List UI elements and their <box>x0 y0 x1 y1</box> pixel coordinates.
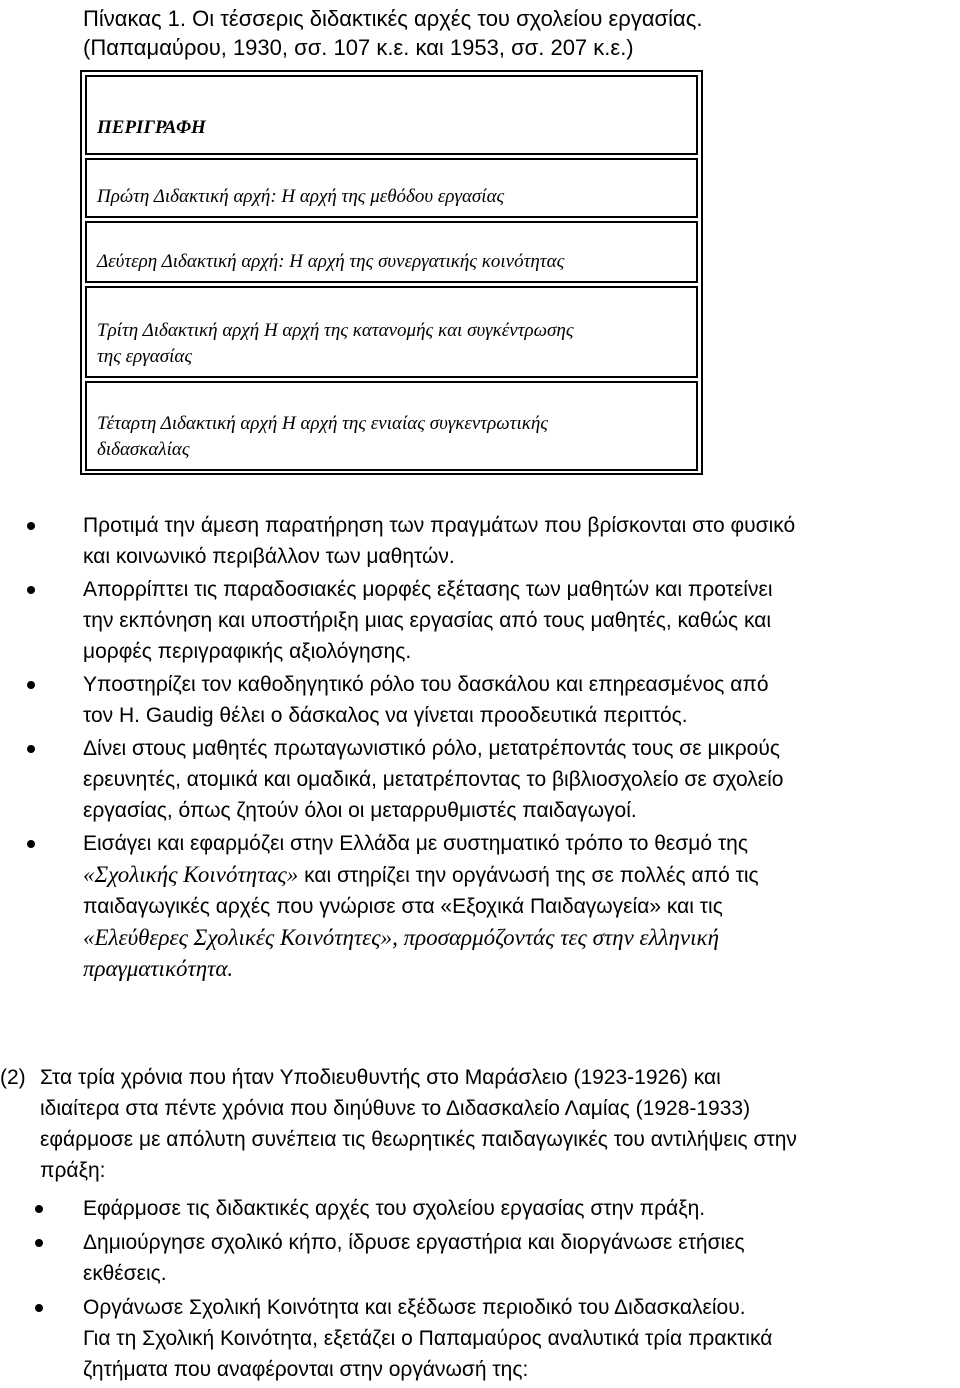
bullet-icon <box>35 1205 43 1213</box>
bullet-icon <box>27 745 35 753</box>
table-cell: Τρίτη Διδακτική αρχή Η αρχή της κατανομής και συγκέντρωσης <box>97 320 574 341</box>
list-item: Δημιούργησε σχολικό κήπο, ίδρυσε εργαστήρια και διοργάνωσε ετήσιες εκθέσεις. <box>83 1227 953 1289</box>
table-caption <box>83 4 953 62</box>
bullet-icon <box>27 840 35 848</box>
caption-line-2: (Παπαμαύρου, 1930, σσ. 107 κ.ε. και 1953, σσ. 207 κ.ε.) <box>83 35 634 60</box>
bullet-icon <box>27 681 35 689</box>
list-item: Απορρίπτει τις παραδοσιακές μορφές εξέτασης των μαθητών και προτείνει την εκπόνηση και υποστήριξη μιας εργασίας από τους μαθητές, καθώς και μορφές περιγραφικής αξιολόγησης. <box>83 574 953 667</box>
table-row <box>85 158 698 218</box>
table-cell: Πρώτη Διδακτική αρχή: Η αρχή της μεθόδου εργασίας <box>97 186 505 207</box>
practice-bullet-list <box>83 1193 953 1388</box>
caption-line-1: Πίνακας 1. Οι τέσσερις διδακτικές αρχές του σχολείου εργασίας. <box>83 6 703 31</box>
table-cell: Τέταρτη Διδακτική αρχή Η αρχή της ενιαίας συγκεντρωτικής <box>97 413 548 434</box>
table-cell: διδασκαλίας <box>97 439 190 460</box>
table-row <box>85 221 698 283</box>
list-item: Εφάρμοσε τις διδακτικές αρχές του σχολείου εργασίας στην πράξη. <box>83 1193 953 1224</box>
school-community-term: «Σχολικής Κοινότητας» <box>83 862 299 887</box>
footnote-number: (2) <box>0 1066 26 1089</box>
table-row <box>85 286 698 378</box>
footnote-2 <box>0 1062 945 1186</box>
table-header-cell <box>85 75 698 155</box>
table-cell: Δεύτερη Διδακτική αρχή: Η αρχή της συνεργατικής κοινότητας <box>97 251 565 272</box>
table-header: ΠΕΡΙΓΡΑΦΗ <box>97 117 206 138</box>
bullet-icon <box>35 1304 43 1312</box>
list-item: Οργάνωσε Σχολική Κοινότητα και εξέδωσε περιοδικό του Διδασκαλείου. Για τη Σχολική Κοινότητα, εξετάζει ο Παπαμαύρος αναλυτικά τρία πρακτικά ζητήματα που αναφέρονται στην οργάνωσή της: <box>83 1292 953 1385</box>
bullet-icon <box>35 1239 43 1247</box>
table-row <box>85 381 698 471</box>
list-item: Προτιμά την άμεση παρατήρηση των πραγμάτων που βρίσκονται στο φυσικό και κοινωνικό περιβάλλον των μαθητών. <box>83 510 953 572</box>
list-item: Υποστηρίζει τον καθοδηγητικό ρόλο του δασκάλου και επηρεασμένος από τον H. Gaudig θέλει ο δάσκαλος να γίνεται προοδευτικά περιττός. <box>83 669 953 731</box>
principles-table <box>80 70 703 475</box>
list-item: Δίνει στους μαθητές πρωταγωνιστικό ρόλο, μετατρέποντάς τους σε μικρούς ερευνητές, ατομικά και ομαδικά, μετατρέποντας το βιβλιοσχολείο σε σχολείο εργασίας, όπως ζητούν όλοι οι μεταρρυθμιστές παιδαγωγοί. <box>83 733 953 826</box>
footnote-text: Στα τρία χρόνια που ήταν Υποδιευθυντής στο Μαράσλειο (1923-1926) και ιδιαίτερα στα πέντε χρόνια που διηύθυνε το Διδασκαλείο Λαμίας (1928-1933) εφάρμοσε με απόλυτη συνέπεια τις θεωρητικές παιδαγωγικές του αντιλήψεις στην πράξη: <box>40 1066 797 1182</box>
bullet-icon <box>27 522 35 530</box>
bullet-icon <box>27 586 35 594</box>
principles-bullet-list <box>83 510 953 986</box>
list-item: Εισάγει και εφαρμόζει στην Ελλάδα με συστηματικό τρόπο το θεσμό της «Σχολικής Κοινότητας» και στηρίζει την οργάνωσή της σε πολλές από τις παιδαγωγικές αρχές που γνώρισε στα «Εξοχικά Παιδαγωγεία» και τις «Ελεύθερες Σχολικές Κοινότητες», προσαρμόζοντάς τες στην ελληνική πραγματικότητα. <box>83 828 953 984</box>
table-cell: της εργασίας <box>97 346 193 367</box>
